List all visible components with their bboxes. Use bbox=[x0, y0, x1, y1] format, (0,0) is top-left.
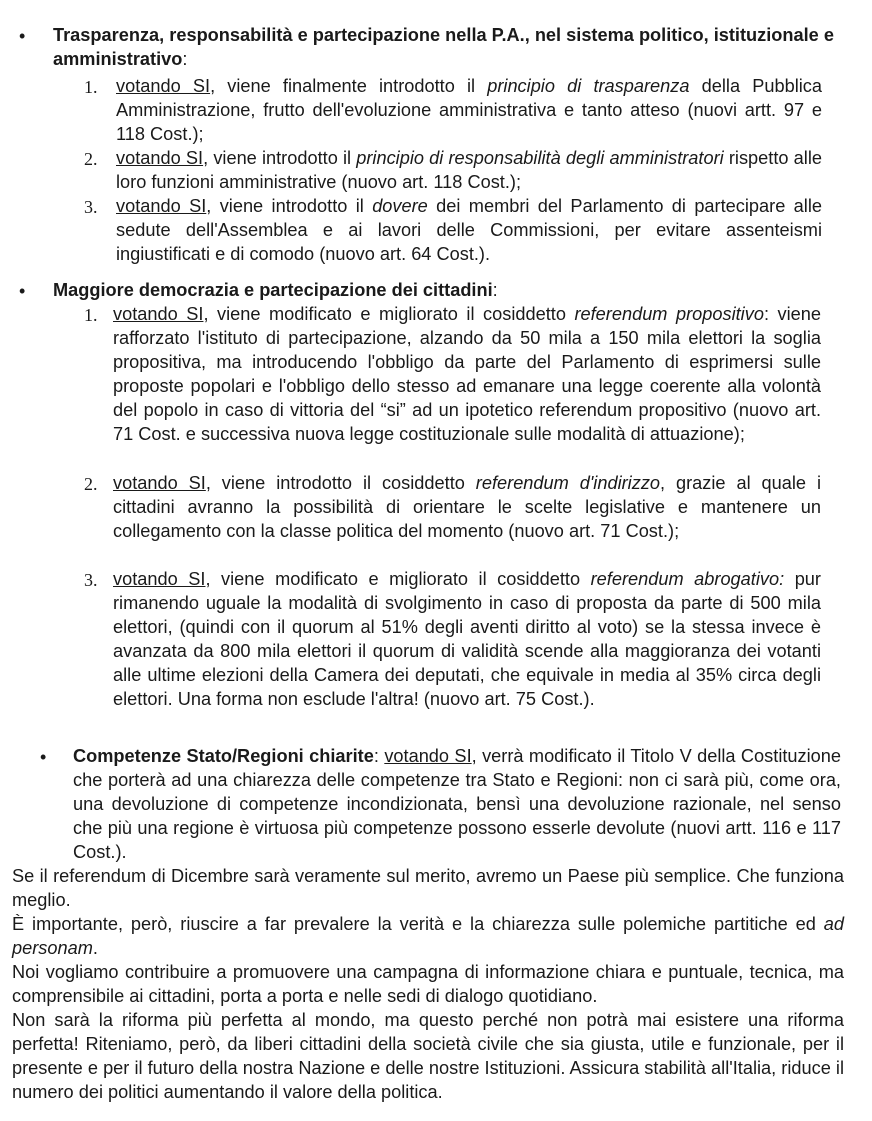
vote-label: votando SI bbox=[384, 746, 472, 766]
item-text: , viene introdotto il cosiddetto bbox=[205, 473, 476, 493]
vote-label: votando SI bbox=[113, 569, 206, 589]
item-emphasis: referendum abrogativo: bbox=[590, 569, 785, 589]
section2-item3-number: 3. bbox=[84, 570, 98, 590]
section2-item2-number: 2. bbox=[84, 474, 98, 494]
closing-paragraph-3: Noi vogliamo contribuire a promuovere una campagna di informazione chiara e puntuale, tecnica, ma comprensibile ai cittadini, porta a porta e nelle sedi di dialogo quotidiano. bbox=[12, 962, 844, 1006]
closing-text bbox=[12, 864, 844, 1104]
closing-paragraph-1: Se il referendum di Dicembre sarà veramente sul merito, avremo un Paese più semplice. Che funziona meglio. bbox=[12, 866, 844, 910]
section1-item1 bbox=[116, 74, 822, 146]
item-emphasis: principio di trasparenza bbox=[487, 76, 690, 96]
item-text: : bbox=[373, 746, 385, 766]
section2-heading bbox=[53, 278, 843, 302]
paragraph-emphasis: ad personam bbox=[12, 914, 844, 958]
section1-item2 bbox=[116, 146, 822, 194]
vote-label: votando SI bbox=[116, 196, 207, 216]
closing-paragraph-4: Non sarà la riforma più perfetta al mondo, ma questo perché non potrà mai esistere una riforma perfetta! Riteniamo, però, da liberi cittadini della società civile che sia giusta, utile e funzionale, per il presente e per il futuro della nostra Nazione e delle nostre Istituzioni. Assicura stabilità all'Italia, riduce il numero dei politici aumentando il valore della politica. bbox=[12, 1010, 844, 1102]
vote-label: votando SI bbox=[116, 148, 204, 168]
section1-title-suffix: : bbox=[182, 49, 188, 69]
item-text: rispetto alle loro funzioni amministrative (nuovo art. 118 Cost.); bbox=[116, 148, 822, 192]
section2-item2 bbox=[113, 471, 821, 543]
bullet-icon: • bbox=[19, 281, 26, 301]
item-text: , viene introdotto il bbox=[206, 196, 373, 216]
item-text: dei membri del Parlamento di partecipare alle sedute dell'Assemblea e ai lavori delle Commissioni, per evitare assenteismi ingiustificati e di comodo (nuovo art. 64 Cost.). bbox=[116, 196, 822, 264]
item-text: della Pubblica Amministrazione, frutto dell'evoluzione amministrativa e tanto atteso (nuovi artt. 97 e 118 Cost.); bbox=[116, 76, 822, 144]
item-emphasis: dovere bbox=[372, 196, 428, 216]
section2-title-suffix: : bbox=[492, 280, 498, 300]
section2-item1 bbox=[113, 302, 821, 446]
vote-label: votando SI bbox=[113, 304, 204, 324]
item-emphasis: referendum propositivo bbox=[574, 304, 764, 324]
closing-paragraph-2 bbox=[12, 912, 844, 960]
section1-item3-number: 3. bbox=[84, 197, 98, 217]
item-text: , viene finalmente introdotto il bbox=[210, 76, 488, 96]
section2-title: Maggiore democrazia e partecipazione dei cittadini bbox=[53, 280, 493, 300]
section1-item3 bbox=[116, 194, 822, 266]
paragraph-text: È importante, però, riuscire a far prevalere la verità e la chiarezza sulle polemiche partitiche ed bbox=[12, 914, 824, 934]
vote-label: votando SI bbox=[116, 76, 211, 96]
section2-item1-number: 1. bbox=[84, 305, 98, 325]
item-text: : viene rafforzato l'istituto di partecipazione, alzando da 50 mila a 150 mila elettori la soglia propositiva, ma introducendo l'obbligo da parte del Parlamento di esprimersi sulle proposte popolari e l'obbligo dello stesso ad emanare una legge coerente alla volontà del popolo in caso di vittoria del “si” ad un ipotetico referendum propositivo (nuovo art. 71 Cost. e successiva nuova legge costituzionale sulle modalità di attuazione); bbox=[113, 304, 821, 444]
item-text: , viene modificato e migliorato il cosiddetto bbox=[203, 304, 575, 324]
item-text: , viene introdotto il bbox=[203, 148, 357, 168]
section3-paragraph bbox=[73, 744, 841, 864]
section1-title: Trasparenza, responsabilità e partecipazione nella P.A., nel sistema politico, istituzionale e amministrativo bbox=[53, 25, 834, 69]
section1-item1-number: 1. bbox=[84, 77, 98, 97]
section2-item3 bbox=[113, 567, 821, 711]
item-text: pur rimanendo uguale la modalità di svolgimento in caso di proposta da parte di 500 mila elettori, (quindi con il quorum al 51% degli aventi diritto al voto) se la stessa invece è avanzata da 800 mila elettori il quorum di validità scende alla maggioranza dei votanti alle ultime elezioni della Camera dei deputati, che equivale in media al 35% circa degli elettori. Una forma non esclude l'altra! (nuovo art. 75 Cost.). bbox=[113, 569, 821, 709]
bullet-icon: • bbox=[19, 26, 26, 46]
item-text: , verrà modificato il Titolo V della Costituzione che porterà ad una chiarezza delle competenze tra Stato e Regioni: non ci sarà più, come ora, una devoluzione di competenze incondizionata, bensì una devoluzione razionale, nel senso che più una regione è virtuosa più competenze possono esserle devolute (nuovi artt. 116 e 117 Cost.). bbox=[73, 746, 842, 862]
item-text: , viene modificato e migliorato il cosiddetto bbox=[205, 569, 591, 589]
paragraph-text: . bbox=[92, 938, 98, 958]
item-text: , grazie al quale i cittadini avranno la possibilità di orientare le scelte legislative e mantenere un collegamento con la classe politica del momento (nuovo art. 71 Cost.); bbox=[113, 473, 822, 541]
bullet-icon: • bbox=[40, 747, 47, 767]
section3-title: Competenze Stato/Regioni chiarite bbox=[73, 746, 374, 766]
item-emphasis: principio di responsabilità degli amministratori bbox=[356, 148, 724, 168]
section1-item2-number: 2. bbox=[84, 149, 98, 169]
item-emphasis: referendum d'indirizzo bbox=[475, 473, 661, 493]
section1-heading bbox=[53, 23, 843, 71]
vote-label: votando SI bbox=[113, 473, 206, 493]
